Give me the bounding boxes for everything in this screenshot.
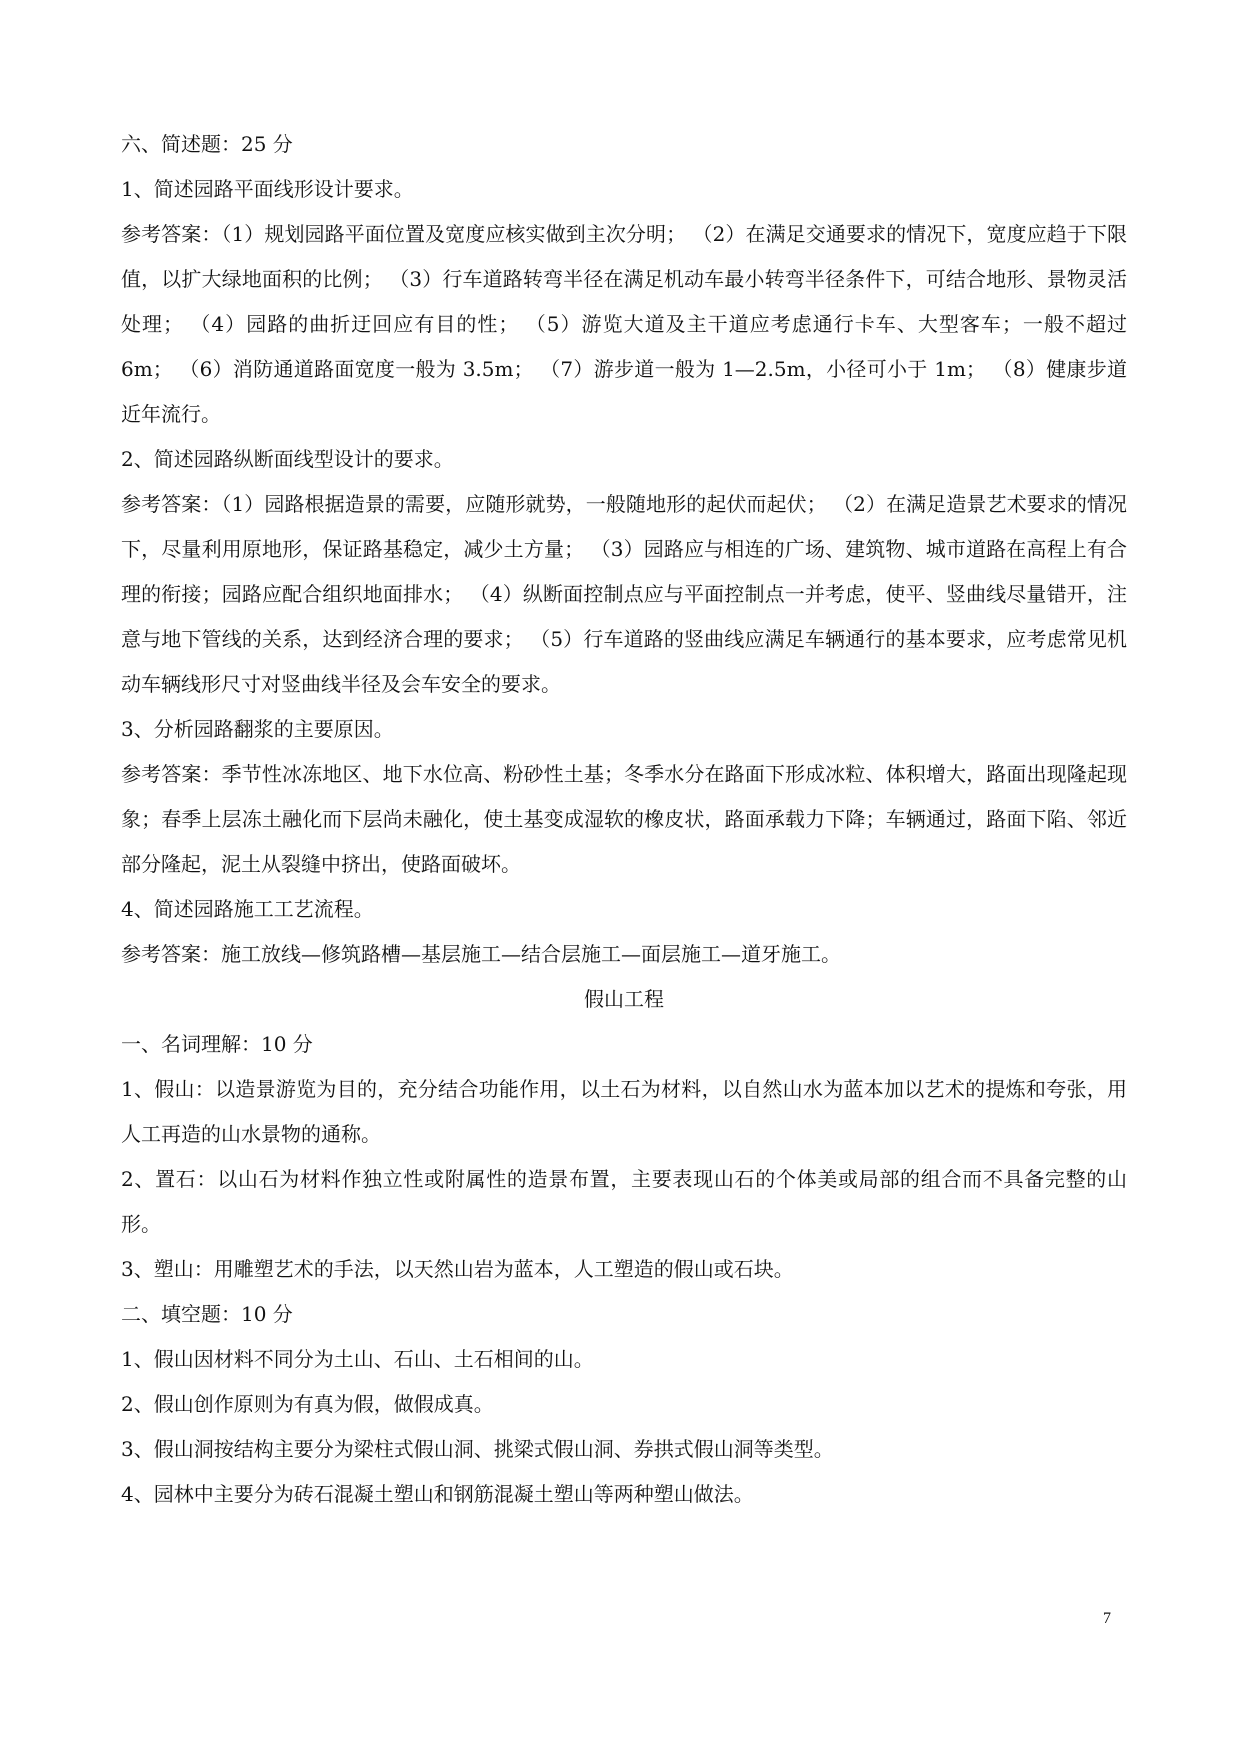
question-1-answer: 参考答案：（1）规划园路平面位置及宽度应核实做到主次分明； （2）在满足交通要求的情况下，宽度应趋于下限值，以扩大绿地面积的比例； （3）行车道路转弯半径在满足机动车最小转弯半径条件下，可结合地形、景物灵活处理； （4）园路的曲折迂回应有目的性； （5）游览大道及主干道应考虑通行卡车、大型客车；一般不超过 6m； （6）消防通道路面宽度一般为 3.5m； （7）游步道一般为 1—2.5m，小径可小于 1m； （8）健康步道近年流行。	[121, 222, 1127, 426]
document-page	[121, 122, 1127, 1517]
question-2-title: 2、简述园路纵断面线型设计的要求。	[121, 447, 454, 471]
term-3: 3、塑山：用雕塑艺术的手法，以天然山岩为蓝本，人工塑造的假山或石块。	[121, 1257, 794, 1281]
question-4-answer: 参考答案：施工放线—修筑路槽—基层施工—结合层施工—面层施工—道牙施工。	[121, 942, 841, 966]
fill-blank-2: 2、假山创作原则为有真为假，做假成真。	[121, 1392, 494, 1416]
chapter-title: 假山工程	[584, 987, 664, 1011]
term-2: 2、置石：以山石为材料作独立性或附属性的造景布置，主要表现山石的个体美或局部的组合而不具备完整的山形。	[121, 1167, 1127, 1236]
term-1: 1、假山：以造景游览为目的，充分结合功能作用，以土石为材料，以自然山水为蓝本加以艺术的提炼和夸张，用人工再造的山水景物的通称。	[121, 1077, 1127, 1146]
question-1-title: 1、简述园路平面线形设计要求。	[121, 177, 414, 201]
section-heading-fill-blank: 二、填空题：10 分	[121, 1302, 293, 1326]
question-4-title: 4、简述园路施工工艺流程。	[121, 897, 374, 921]
fill-blank-1: 1、假山因材料不同分为土山、石山、土石相间的山。	[121, 1347, 594, 1371]
page-number: 7	[1103, 1610, 1111, 1627]
section-heading-terms: 一、名词理解：10 分	[121, 1032, 313, 1056]
question-3-answer: 参考答案：季节性冰冻地区、地下水位高、粉砂性土基；冬季水分在路面下形成冰粒、体积增大，路面出现隆起现象；春季上层冻土融化而下层尚未融化，使土基变成湿软的橡皮状，路面承载力下降；车辆通过，路面下陷、邻近部分隆起，泥土从裂缝中挤出，使路面破坏。	[121, 762, 1127, 876]
question-3-title: 3、分析园路翻浆的主要原因。	[121, 717, 394, 741]
question-2-answer: 参考答案：（1）园路根据造景的需要，应随形就势，一般随地形的起伏而起伏； （2）在满足造景艺术要求的情况下，尽量利用原地形，保证路基稳定，减少土方量； （3）园路应与相连的广场、建筑物、城市道路在高程上有合理的衔接；园路应配合组织地面排水； （4）纵断面控制点应与平面控制点一并考虑，使平、竖曲线尽量错开，注意与地下管线的关系，达到经济合理的要求； （5）行车道路的竖曲线应满足车辆通行的基本要求，应考虑常见机动车辆线形尺寸对竖曲线半径及会车安全的要求。	[121, 492, 1127, 696]
fill-blank-3: 3、假山洞按结构主要分为梁柱式假山洞、挑梁式假山洞、券拱式假山洞等类型。	[121, 1437, 834, 1461]
fill-blank-4: 4、园林中主要分为砖石混凝土塑山和钢筋混凝土塑山等两种塑山做法。	[121, 1482, 754, 1506]
section-heading-short-answer: 六、简述题：25 分	[121, 132, 293, 156]
